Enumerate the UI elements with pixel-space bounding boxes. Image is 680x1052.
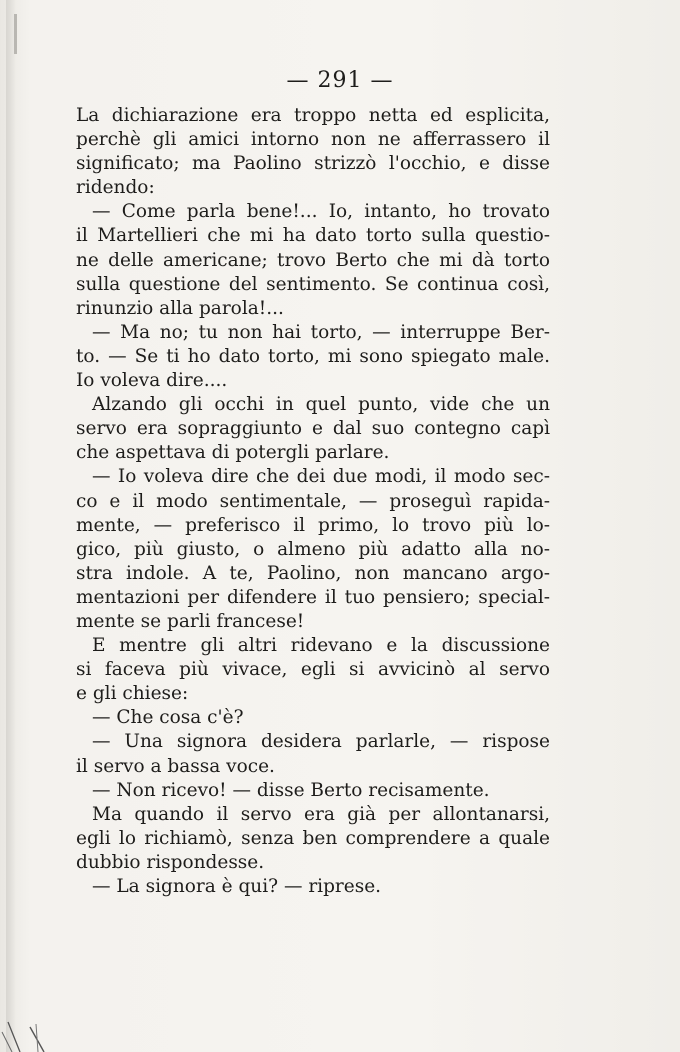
text-line: il Martellieri che mi ha dato torto sulla questio- <box>76 225 550 247</box>
text-line: sulla questione del sentimento. Se continua così, <box>76 273 550 295</box>
text-line: e gli chiese: <box>76 683 189 705</box>
text-line: to. — Se ti ho dato torto, mi sono spiegato male. <box>76 345 550 367</box>
text-line: mente, — preferisco il primo, lo trovo più lo- <box>76 514 550 536</box>
text-line: si faceva più vivace, egli si avvicinò al servo <box>76 659 550 681</box>
text-line: co e il modo sentimentale, — proseguì rapida- <box>76 490 550 512</box>
text-line: significato; ma Paolino strizzò l'occhio, e disse <box>76 153 550 175</box>
text-line: rinunzio alla parola!... <box>76 297 284 319</box>
text-line: ridendo: <box>76 177 155 199</box>
text-line: mentazioni per difendere il tuo pensiero; special- <box>76 586 550 608</box>
text-line: La dichiarazione era troppo netta ed esplicita, <box>76 105 550 126</box>
text-line: mente se parli francese! <box>76 610 305 632</box>
text-line: che aspettava di potergli parlare. <box>76 442 390 464</box>
page-binding-edge <box>6 0 16 1052</box>
text-line: gico, più giusto, o almeno più adatto alla no- <box>76 538 550 560</box>
text-line: E mentre gli altri ridevano e la discussione <box>92 635 550 657</box>
text-line: — La signora è qui? — riprese. <box>92 876 382 897</box>
text-line: Alzando gli occhi in quel punto, vide che un <box>92 394 550 416</box>
text-line: servo era sopraggiunto e dal suo contegno capì <box>76 418 550 440</box>
text-line: — Come parla bene!... Io, intanto, ho trovato <box>92 201 550 223</box>
text-line: — Non ricevo! — disse Berto recisamente. <box>92 779 490 801</box>
binding-mark <box>14 14 17 54</box>
text-line: dubbio rispondesse. <box>76 851 265 873</box>
text-line: — Una signora desidera parlarle, — rispose <box>92 731 550 753</box>
text-line: Ma quando il servo era già per allontanarsi, <box>92 803 550 825</box>
corner-scratch-marks <box>0 982 70 1052</box>
text-line: — Io voleva dire che dei due modi, il modo sec- <box>92 466 550 488</box>
text-line: ne delle americane; trovo Berto che mi dà torto <box>76 249 550 271</box>
text-line: — Ma no; tu non hai torto, — interruppe Ber- <box>92 321 550 343</box>
text-line: perchè gli amici intorno non ne afferrassero il <box>76 129 550 151</box>
text-line: Io voleva dire.... <box>76 370 228 392</box>
text-line: stra indole. A te, Paolino, non mancano argo- <box>76 562 550 584</box>
text-line: — Che cosa c'è? <box>92 707 244 729</box>
text-line: egli lo richiamò, senza ben comprendere a quale <box>76 827 550 849</box>
text-line: il servo a bassa voce. <box>76 755 275 777</box>
body-text <box>76 104 550 899</box>
page-number: — 291 — <box>286 68 394 93</box>
